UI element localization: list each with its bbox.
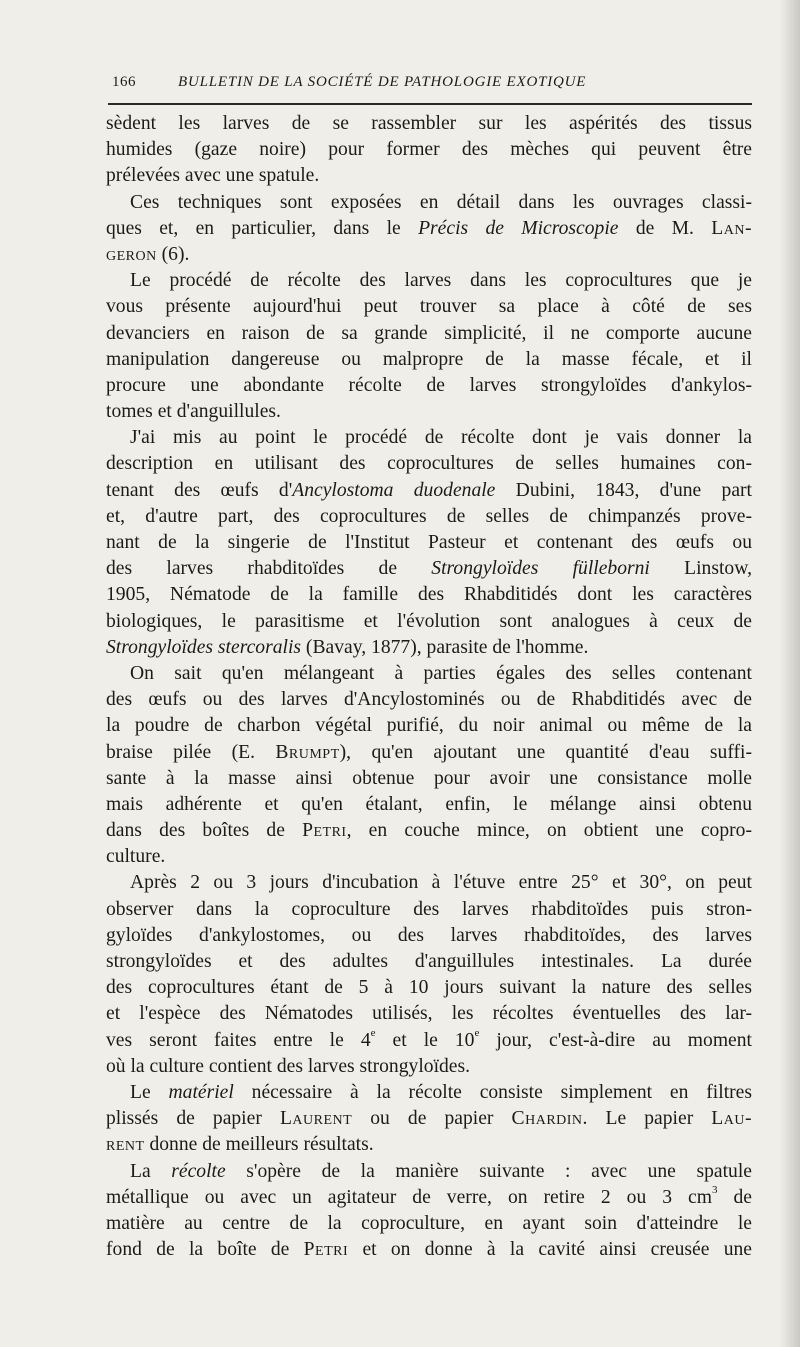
text-line: Le matériel nécessaire à la récolte consiste simplement en filtres [130, 1081, 752, 1103]
text-line: Le procédé de récolte des larves dans les coprocultures que je [130, 270, 752, 292]
text-line: observer dans la coproculture des larves rhabditoïdes puis stron- [106, 898, 752, 920]
page-header [108, 74, 750, 98]
page-edge-shadow [780, 0, 800, 1347]
text-line: dans des boîtes de Petri, en couche mince, on obtient une copro- [106, 820, 752, 842]
text-line: culture. [106, 846, 166, 868]
text-line: La récolte s'opère de la manière suivante : avec une spatule [130, 1160, 752, 1182]
author-name: Petri [302, 820, 347, 842]
author-name: Laurent [279, 1108, 353, 1130]
text-line: 1905, Nématode de la famille des Rhabditidés dont les caractères [106, 584, 752, 606]
text-line: prélevées avec une spatule. [106, 165, 320, 187]
text-line: biologiques, le parasitisme et l'évolution sont analogues à ceux de [106, 610, 752, 632]
text-line: et, d'autre part, des coprocultures de selles de chimpanzés prove- [106, 505, 752, 527]
text-line: rent donne de meilleurs résultats. [106, 1134, 374, 1156]
text-line: mais adhérente et qu'en étalant, enfin, le mélange ainsi obtenu [106, 793, 752, 815]
author-name: rent [106, 1134, 145, 1156]
author-name: geron [106, 243, 157, 265]
text-line: plissés de papier Laurent ou de papier Chardin. Le papier Lau- [106, 1108, 753, 1130]
text-line: tenant des œufs d'Ancylostoma duodenale Dubini, 1843, d'une part [106, 479, 753, 501]
author-name: Lau- [711, 1108, 753, 1130]
text-line: ves seront faites entre le 4e et le 10e jour, c'est-à-dire au moment [106, 1027, 752, 1051]
species-name: Strongyloïdes stercoralis [106, 636, 302, 658]
text-line: braise pilée (E. Brumpt), qu'en ajoutant une quantité d'eau suffi- [106, 741, 752, 763]
text-line: devanciers en raison de sa grande simplicité, il ne comporte aucune [106, 322, 752, 344]
text-line: où la culture contient des larves strongyloïdes. [106, 1055, 471, 1077]
text-line: des œufs ou des larves d'Ancylostominés ou de Rhabditidés avec de [106, 689, 752, 711]
text-line: Strongyloïdes stercoralis (Bavay, 1877), parasite de l'homme. [106, 636, 589, 658]
text-line: ques et, en particulier, dans le Précis de Microscopie de M. Lan- [106, 217, 753, 239]
book-title: Précis de Microscopie [418, 217, 619, 239]
emphasis: récolte [171, 1160, 226, 1182]
text-line: humides (gaze noire) pour former des mèches qui peuvent être [106, 139, 752, 161]
text-line: geron (6). [106, 243, 190, 265]
text-line: procure une abondante récolte de larves strongyloïdes d'ankylos- [106, 374, 752, 396]
author-name: Brumpt [275, 741, 340, 763]
emphasis: matériel [168, 1081, 234, 1103]
author-name: Lan- [711, 217, 753, 239]
text-line: des larves rhabditoïdes de Strongyloïdes fülleborni Linstow, [106, 558, 752, 580]
text-line: des coprocultures étant de 5 à 10 jours suivant la nature des selles [106, 977, 752, 999]
running-title: BULLETIN DE LA SOCIÉTÉ DE PATHOLOGIE EXOTIQUE [178, 74, 587, 90]
text-line: métallique ou avec un agitateur de verre, on retire 2 ou 3 $cm^3$ de [106, 1184, 752, 1208]
text-line: J'ai mis au point le procédé de récolte dont je vais donner la [130, 427, 752, 449]
text-line: et l'espèce des Nématodes utilisés, les récoltes éventuelles des lar- [106, 1003, 752, 1025]
species-name: Strongyloïdes fülleborni [431, 558, 650, 580]
page-number: 166 [112, 74, 136, 90]
text-line: la poudre de charbon végétal purifié, du noir animal ou même de la [106, 715, 752, 737]
text-line: sèdent les larves de se rassembler sur les aspérités des tissus [106, 113, 752, 134]
text-line: manipulation dangereuse ou malpropre de la masse fécale, et il [106, 348, 752, 370]
text-line: nant de la singerie de l'Institut Pasteur et contenant des œufs ou [106, 532, 752, 553]
text-line: fond de la boîte de Petri et on donne à la cavité ainsi creusée une [106, 1239, 752, 1261]
text-line: description en utilisant des coprocultures de selles humaines con- [106, 453, 752, 475]
text-line: vous présente aujourd'hui peut trouver sa place à côté de ses [106, 296, 752, 318]
text-line: matière au centre de la coproculture, en ayant soin d'atteindre le [106, 1212, 752, 1234]
species-name: Ancylostoma duodenale [292, 479, 496, 501]
header-rule [108, 103, 752, 105]
text-line: Ces techniques sont exposées en détail dans les ouvrages classi- [130, 191, 752, 213]
author-name: Chardin [511, 1108, 583, 1130]
text-line: On sait qu'en mélangeant à parties égales des selles contenant [130, 662, 752, 684]
text-line: sante à la masse ainsi obtenue pour avoir une consistance molle [106, 767, 752, 789]
author-name: Petri [303, 1239, 349, 1261]
body-text [106, 111, 752, 1263]
text-line: gyloïdes d'ankylostomes, ou des larves rhabditoïdes, des larves [106, 924, 752, 946]
text-line: tomes et d'anguillules. [106, 401, 281, 423]
text-line: strongyloïdes et des adultes d'anguillules intestinales. La durée [106, 951, 752, 972]
text-line: Après 2 ou 3 jours d'incubation à l'étuve entre 25° et 30°, on peut [130, 872, 752, 894]
